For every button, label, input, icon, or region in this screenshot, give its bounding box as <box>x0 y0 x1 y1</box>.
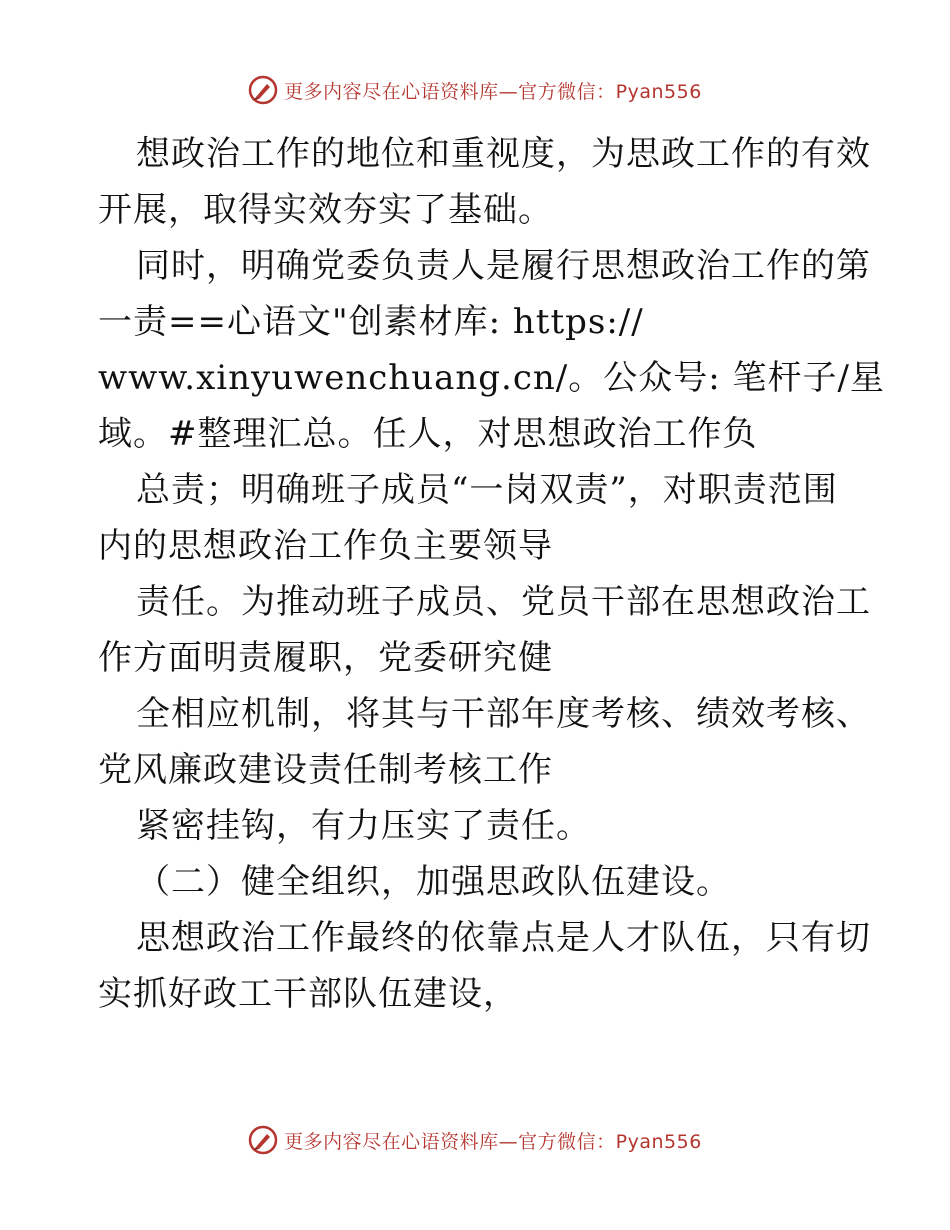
text-line: 紧密挂钩，有力压实了责任。 <box>136 806 591 846</box>
text-line: 全相应机制，将其与干部年度考核、绩效考核、 <box>136 694 871 734</box>
text-line: www.xinyuwenchuang.cn/。公众号: 笔杆子/星 <box>98 358 885 398</box>
text-line: 想政治工作的地位和重视度，为思政工作的有效 <box>136 134 871 174</box>
section-heading: （二）健全组织，加强思政队伍建设。 <box>136 862 731 902</box>
pen-logo-icon <box>248 1125 278 1155</box>
text-line: 总责；明确班子成员“一岗双责”，对职责范围 <box>136 470 838 510</box>
text-line: 责任。为推动班子成员、党员干部在思想政治工 <box>136 582 871 622</box>
text-line: 思想政治工作最终的依靠点是人才队伍，只有切 <box>136 918 871 958</box>
header-banner-text: 更多内容尽在心语资料库—官方微信：Pyan556 <box>284 80 702 103</box>
text-line: 一责==心语文"创素材库: https:// <box>98 302 644 342</box>
text-line: 实抓好政工干部队伍建设， <box>98 974 518 1014</box>
footer-banner-text: 更多内容尽在心语资料库—官方微信：Pyan556 <box>284 1130 702 1153</box>
pen-logo-icon <box>248 75 278 105</box>
header-watermark-banner <box>0 70 950 110</box>
footer-watermark-banner <box>0 1120 950 1160</box>
text-line: 域。#整理汇总。任人，对思想政治工作负 <box>98 414 758 454</box>
text-line: 作方面明责履职，党委研究健 <box>98 638 553 678</box>
document-body <box>98 126 885 1022</box>
text-line: 内的思想政治工作负主要领导 <box>98 526 553 566</box>
text-line: 开展，取得实效夯实了基础。 <box>98 190 553 230</box>
text-line: 同时，明确党委负责人是履行思想政治工作的第 <box>136 246 871 286</box>
text-line: 党风廉政建设责任制考核工作 <box>98 750 553 790</box>
